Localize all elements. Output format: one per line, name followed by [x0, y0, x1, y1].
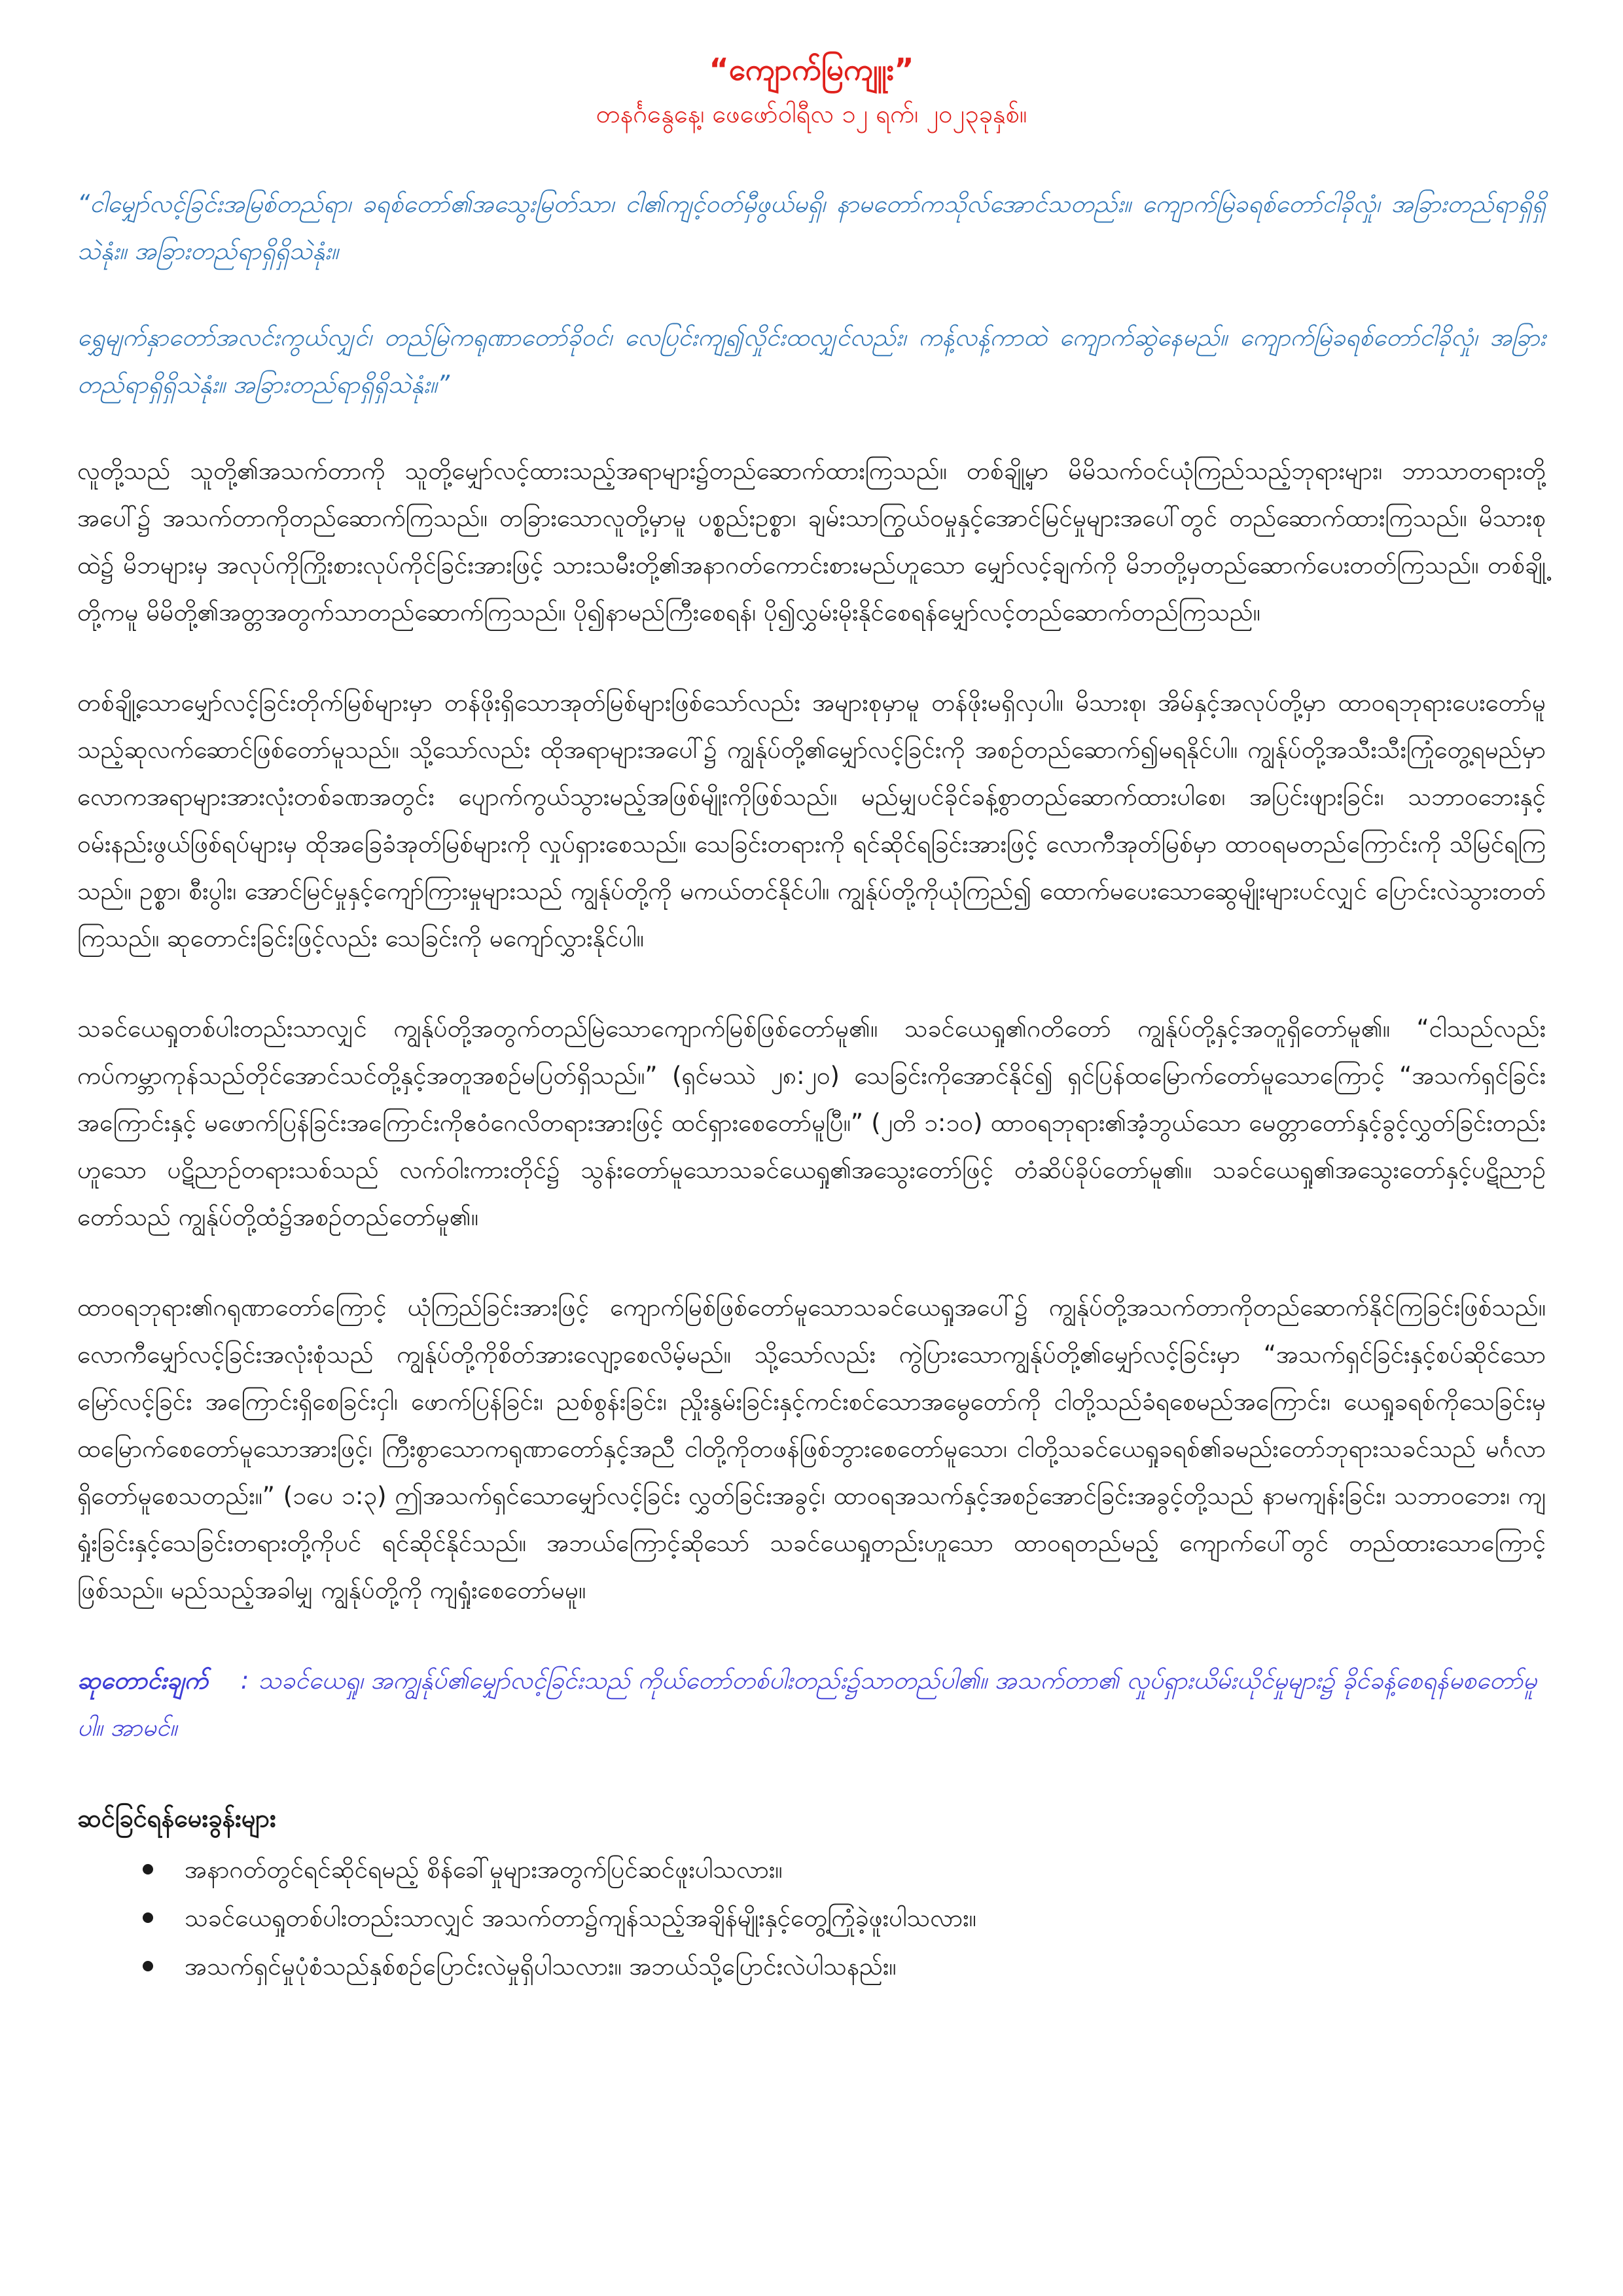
devotional-page: [77, 46, 1546, 1991]
hymn-quote-verse-1: “ငါမျှော်လင့်ခြင်းအမြစ်တည်ရာ၊ ခရစ်တော်၏အသွေးမြတ်သာ၊ ငါ၏ကျင့်ဝတ်မှီဖွယ်မရှိ၊ နာမတော်ကသိုလ်အောင်သတည်း။ ကျောက်မြဲခရစ်တော်ငါခိုလှုံ၊ အခြားတည်ရာရှိရှိသဲနုံး။ အခြားတည်ရာရှိရှိသဲနုံး။: [77, 190, 1546, 265]
body-paragraph-1: လူတို့သည် သူတို့၏အသက်တာကို သူတို့မျှော်လင့်ထားသည့်အရာများ၌တည်ဆောက်ထားကြသည်။ တစ်ချို့မှာ မိမိသက်ဝင်ယုံကြည်သည့်ဘုရားများ၊ ဘာသာတရားတို့အပေါ်၌ အသက်တာကိုတည်ဆောက်ကြသည်။ တခြားသောလူတို့မှာမူ ပစ္စည်းဥစ္စာ၊ ချမ်းသာကြွယ်ဝမှုနှင့်အောင်မြင်မှုများအပေါ်တွင် တည်ဆောက်ထားကြသည်။ မိသားစုထဲ၌ မိဘများမှ အလုပ်ကိုကြိုးစားလုပ်ကိုင်ခြင်းအားဖြင့် သားသမီးတို့၏အနာဂတ်ကောင်းစားမည်ဟူသော မျှော်လင့်ချက်ကို မိဘတို့မှတည်ဆောက်ပေးတတ်ကြသည်။ တစ်ချို့တို့ကမူ မိမိတို့၏အတ္တအတွက်သာတည်ဆောက်ကြသည်။ ပို၍နာမည်ကြီးစေရန်၊ ပို၍လွှမ်းမိုးနိုင်စေရန်မျှော်လင့်တည်ဆောက်တည်ကြသည်။: [77, 457, 1546, 626]
bullet-icon: [143, 1912, 153, 1923]
bullet-icon: [143, 1864, 153, 1874]
closing-prayer-colon: :: [240, 1666, 249, 1695]
body-paragraph-2: တစ်ချို့သောမျှော်လင့်ခြင်းတိုက်မြစ်များမှာ တန်ဖိုးရှိသောအုတ်မြစ်များဖြစ်သော်လည်း အများစုမှာမူ တန်ဖိုးမရှိလှပါ။ မိသားစု၊ အိမ်နှင့်အလုပ်တို့မှာ ထာဝရဘုရားပေးတော်မူသည့်ဆုလက်ဆောင်ဖြစ်တော်မူသည်။ သို့သော်လည်း ထိုအရာများအပေါ်၌ ကျွန်ုပ်တို့၏မျှော်လင့်ခြင်းကို အစဉ်တည်ဆောက်၍မရနိုင်ပါ။ ကျွန်ုပ်တို့အသီးသီးကြုံတွေ့ရမည်မှာ လောကအရာများအားလုံးတစ်ခဏအတွင်း ပျောက်ကွယ်သွားမည့်အဖြစ်မျိုးကိုဖြစ်သည်။ မည်မျှပင်ခိုင်ခန့်စွာတည်ဆောက်ထားပါစေ၊ အပြင်းဖျားခြင်း၊ သဘာဝဘေးနှင့်ဝမ်းနည်းဖွယ်ဖြစ်ရပ်များမှ ထိုအခြေခံအုတ်မြစ်များကို လှုပ်ရှားစေသည်။ သေခြင်းတရားကို ရင်ဆိုင်ရခြင်းအားဖြင့် လောကီအုတ်မြစ်မှာ ထာဝရမတည်ကြောင်းကို သိမြင်ရကြသည်။ ဥစ္စာ၊ စီးပွါး၊ အောင်မြင်မှုနှင့်ကျော်ကြားမှုများသည် ကျွန်ုပ်တို့ကို မကယ်တင်နိုင်ပါ။ ကျွန်ုပ်တို့ကိုယုံကြည်၍ ထောက်မပေးသောဆွေမျိုးများပင်လျှင် ပြောင်းလဲသွားတတ်ကြသည်။ ဆုတောင်းခြင်းဖြင့်လည်း သေခြင်းကို မကျော်လွှားနိုင်ပါ။: [77, 689, 1546, 952]
question-text: သခင်ယေရှုတစ်ပါးတည်းသာလျှင် အသက်တာ၌ကျန်သည့်အချိန်မျိုးနှင့်တွေ့ကြုံခဲ့ဖူးပါသလား။: [185, 1904, 976, 1932]
question-text: အသက်ရှင်မှုပုံစံသည်နှစ်စဉ်ပြောင်းလဲမှုရှိပါသလား။ အဘယ်သို့ပြောင်းလဲပါသနည်း။: [185, 1952, 897, 1981]
list-item: [143, 1846, 1546, 1894]
question-text: အနာဂတ်တွင်ရင်ဆိုင်ရမည့် စိန်ခေါ်မှုများအတွက်ပြင်ဆင်ဖူးပါသလား။: [185, 1856, 783, 1884]
page-title: “ကျောက်မြကျူး”: [709, 52, 914, 87]
body-paragraph-4: ထာဝရဘုရား၏ဂရုဏာတော်ကြောင့် ယုံကြည်ခြင်းအားဖြင့် ကျောက်မြစ်ဖြစ်တော်မူသောသခင်ယေရှုအပေါ်၌ ကျွန်ုပ်တို့အသက်တာကိုတည်ဆောက်နိုင်ကြခြင်းဖြစ်သည်။ လောကီမျှော်လင့်ခြင်းအလုံးစုံသည် ကျွန်ုပ်တို့ကိုစိတ်အားလျော့စေလိမ့်မည်။ သို့သော်လည်း ကွဲပြားသောကျွန်ုပ်တို့၏မျှော်လင့်ခြင်းမှာ “အသက်ရှင်ခြင်းနှင့်စပ်ဆိုင်သောမြော်လင့်ခြင်း အကြောင်းရှိစေခြင်းငှါ၊ ဖောက်ပြန်ခြင်း၊ ညစ်စွန်းခြင်း၊ ညှိုးနွမ်းခြင်းနှင့်ကင်းစင်သောအမွေတော်ကို ငါတို့သည်ခံရစေမည်အကြောင်း၊ ယေရှုခရစ်ကိုသေခြင်းမှထမြောက်စေတော်မူသောအားဖြင့်၊ ကြီးစွာသောကရုဏာတော်နှင့်အညီ ငါတို့ကိုတဖန်ဖြစ်ဘွားစေတော်မူသော၊ ငါတို့သခင်ယေရှုခရစ်၏ခမည်းတော်ဘုရားသခင်သည် မင်္ဂလာရှိတော်မူစေသတည်း။” (၁ပေ ၁:၃) ဤအသက်ရှင်သောမျှော်လင့်ခြင်း လွှတ်ခြင်းအခွင့်၊ ထာဝရအသက်နှင့်အစဉ်အောင်ခြင်းအခွင့်တို့သည် နာမကျန်းခြင်း၊ သဘာဝဘေး၊ ကျရှုံးခြင်းနှင့်သေခြင်းတရားတို့ကိုပင် ရင်ဆိုင်နိုင်သည်။ အဘယ်ကြောင့်ဆိုသော် သခင်ယေရှုတည်းဟူသော ထာဝရတည်မည့် ကျောက်ပေါ်တွင် တည်ထားသောကြောင့်ဖြစ်သည်။ မည်သည့်အခါမျှ ကျွန်ုပ်တို့ကို ကျရှုံးစေတော်မမူ။: [77, 1293, 1546, 1604]
list-item: [143, 1894, 1546, 1943]
dateline: တနင်္ဂနွေနေ့၊ ဖေဖော်ဝါရီလ ၁၂ ရက်၊ ၂၀၂၃ခုနှစ်။: [596, 99, 1027, 128]
list-item: [143, 1943, 1546, 1991]
hymn-quote-verse-2: ရွှေမျက်နှာတော်အလင်းကွယ်လျှင်၊ တည်မြဲကရုဏာတော်ခိုဝင်၊ လေပြင်းကျ၍လှိုင်းထလျှင်လည်း၊ ကန့်လန့်ကာထဲ ကျောက်ဆွဲနေမည်။ ကျောက်မြဲခရစ်တော်ငါခိုလှုံ၊ အခြားတည်ရာရှိရှိသဲနုံး။ အခြားတည်ရာရှိရှိသဲနုံး။”: [77, 323, 1546, 399]
reflection-questions-title: ဆင်ခြင်ရန်မေးခွန်းများ: [77, 1804, 276, 1833]
closing-prayer-text: သခင်ယေရှု၊ အကျွန်ုပ်၏မျှော်လင့်ခြင်းသည် ကိုယ်တော်တစ်ပါးတည်း၌သာတည်ပါ၏။ အသက်တာ၏ လှုပ်ရှားယိမ်းယိုင်မှုများ၌ ခိုင်ခန့်စေရန်မစတော်မူပါ။ အာမင်။: [77, 1666, 1537, 1742]
closing-prayer: [77, 1657, 1546, 1751]
reflection-questions-list: [77, 1846, 1546, 1991]
closing-prayer-label: ဆုတောင်းချက်: [77, 1666, 208, 1695]
bullet-icon: [143, 1961, 153, 1971]
body-paragraph-3: သခင်ယေရှုတစ်ပါးတည်းသာလျှင် ကျွန်ုပ်တို့အတွက်တည်မြဲသောကျောက်မြစ်ဖြစ်တော်မူ၏။ သခင်ယေရှု၏ဂတိတော် ကျွန်ုပ်တို့နှင့်အတူရှိတော်မူ၏။ “ငါသည်လည်း ကပ်ကမ္ဘာကုန်သည်တိုင်အောင်သင်တို့နှင့်အတူအစဉ်မပြတ်ရှိသည်။” (ရှင်မဿဲ ၂၈:၂၀) သေခြင်းကိုအောင်နိုင်၍ ရှင်ပြန်ထမြောက်တော်မူသောကြောင့် “အသက်ရှင်ခြင်းအကြောင်းနှင့် မဖောက်ပြန်ခြင်းအကြောင်းကိုဧဝံဂေလိတရားအားဖြင့် ထင်ရှားစေတော်မူပြီ။” (၂တိ ၁:၁၀) ထာဝရဘုရား၏အံ့ဘွယ်သော မေတ္တာတော်နှင့်ခွင့်လွှတ်ခြင်းတည်းဟူသော ပဋိညာဉ်တရားသစ်သည် လက်ဝါးကားတိုင်၌ သွန်းတော်မူသောသခင်ယေရှု၏အသွေးတော်ဖြင့် တံဆိပ်ခိုပ်တော်မူ၏။ သခင်ယေရှု၏အသွေးတော်နှင့်ပဋိညာဉ်တော်သည် ကျွန်ုပ်တို့ထံ၌အစဉ်တည်တော်မူ၏။: [77, 1014, 1546, 1231]
